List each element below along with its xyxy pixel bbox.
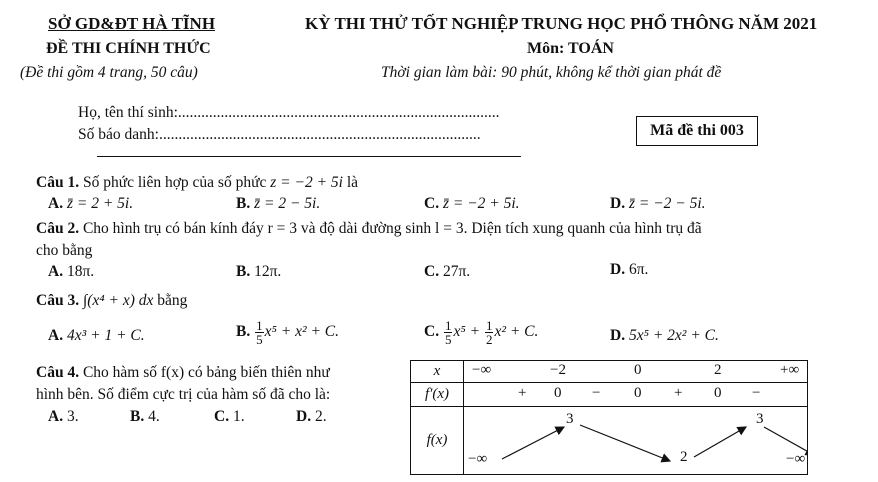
sign: 0 — [634, 385, 642, 401]
q3-option-b[interactable]: B. $\frac{1}{5}$ x⁵ + x² + C. — [236, 318, 340, 347]
q1-stem — [36, 174, 358, 192]
q4-option-c[interactable]: C. 1. — [214, 408, 245, 425]
f-value: 2 — [680, 449, 688, 465]
q4-line1: Cho hàm số f(x) có bảng biến thiên như — [82, 364, 330, 381]
q1-option-a[interactable]: A. z̄ = 2 + 5i. — [48, 195, 134, 212]
sign: 0 — [554, 385, 562, 401]
q4-option-a[interactable]: A. 3. — [48, 408, 79, 425]
student-id-line — [78, 126, 523, 144]
q4-label: Câu 4. — [36, 364, 80, 381]
table-row-x — [411, 361, 808, 383]
f-value: 3 — [566, 411, 574, 427]
f-values — [464, 407, 808, 475]
subject: Môn: TOÁN — [527, 40, 614, 57]
org-name: SỞ GD&ĐT HÀ TĨNH — [48, 14, 216, 33]
student-name-line — [78, 104, 514, 122]
q3-stem — [36, 292, 187, 310]
fprime-label: f′(x) — [411, 383, 464, 407]
official-label: ĐỀ THI CHÍNH THỨC — [46, 40, 211, 57]
q1-option-c[interactable]: C. z̄ = −2 + 5i. — [424, 195, 520, 212]
arrow-down — [580, 425, 670, 461]
sign: + — [518, 385, 527, 401]
x-value: 0 — [634, 362, 642, 378]
x-value: −∞ — [472, 362, 492, 378]
x-value: +∞ — [780, 362, 800, 378]
x-value: −2 — [550, 362, 566, 378]
q3-option-a[interactable]: A. 4x³ + 1 + C. — [48, 327, 145, 344]
q3-integral: ∫(x⁴ + x) dx — [82, 292, 154, 309]
q4-stem — [36, 364, 330, 382]
q3-option-d[interactable]: D. 5x⁵ + 2x² + C. — [610, 327, 719, 344]
q2-option-c[interactable]: C. 27π. — [424, 263, 471, 280]
x-values — [464, 361, 808, 383]
q1-expr: z = −2 + 5i — [270, 174, 343, 191]
time-note: Thời gian làm bài: 90 phút, không kể thời gian phát đề — [381, 64, 722, 81]
name-label: Họ, tên thí sinh: — [78, 104, 178, 121]
table-row-f — [411, 407, 808, 475]
divider — [97, 156, 521, 157]
arrow-up — [694, 427, 746, 457]
q2-stem — [36, 220, 702, 238]
q3-label: Câu 3. — [36, 292, 80, 309]
q2-option-a[interactable]: A. 18π. — [48, 263, 95, 280]
sign: − — [592, 385, 601, 401]
exam-code-box: Mã đề thi 003 — [636, 116, 758, 146]
f-value: 3 — [756, 411, 764, 427]
table-row-fprime — [411, 383, 808, 407]
q1-text-b: là — [346, 174, 359, 191]
q2-line2: cho bằng — [36, 242, 93, 259]
exam-title: KỲ THI THỬ TỐT NGHIỆP TRUNG HỌC PHỔ THÔNG NĂM 2021 — [305, 14, 818, 33]
variation-table — [410, 360, 808, 475]
q4-option-d[interactable]: D. 2. — [296, 408, 327, 425]
fprime-signs — [464, 383, 808, 407]
q4-line2: hình bên. Số điểm cực trị của hàm số đã cho là: — [36, 386, 331, 403]
x-value: 2 — [714, 362, 722, 378]
x-label: x — [411, 361, 464, 383]
id-dots: ................................................................................... — [158, 126, 481, 143]
q4-option-b[interactable]: B. 4. — [130, 408, 160, 425]
name-dots: ................................................................................... — [177, 104, 500, 121]
f-value: −∞ — [786, 451, 806, 467]
sign: 0 — [714, 385, 722, 401]
arrow-up — [502, 427, 564, 459]
q3-text: bằng — [157, 292, 188, 309]
q1-option-b[interactable]: B. z̄ = 2 − 5i. — [236, 195, 321, 212]
f-value: −∞ — [468, 451, 488, 467]
f-label: f(x) — [411, 407, 464, 475]
q1-option-d[interactable]: D. z̄ = −2 − 5i. — [610, 195, 706, 212]
q3-option-c[interactable]: C. $\frac{1}{5}$ x⁵ + $\frac{1}{2}$ x² + C. — [424, 318, 539, 347]
q2-option-d[interactable]: D. 6π. — [610, 261, 649, 278]
q1-text-a: Số phức liên hợp của số phức — [82, 174, 267, 191]
sign: + — [674, 385, 683, 401]
id-label: Số báo danh: — [78, 126, 159, 143]
pages-note: (Đề thi gồm 4 trang, 50 câu) — [20, 64, 198, 81]
q2-line1: Cho hình trụ có bán kính đáy r = 3 và độ dài đường sinh l = 3. Diện tích xung quanh của hình trụ đã — [82, 220, 702, 237]
q2-option-b[interactable]: B. 12π. — [236, 263, 282, 280]
q1-label: Câu 1. — [36, 174, 80, 191]
sign: − — [752, 385, 761, 401]
q2-label: Câu 2. — [36, 220, 80, 237]
